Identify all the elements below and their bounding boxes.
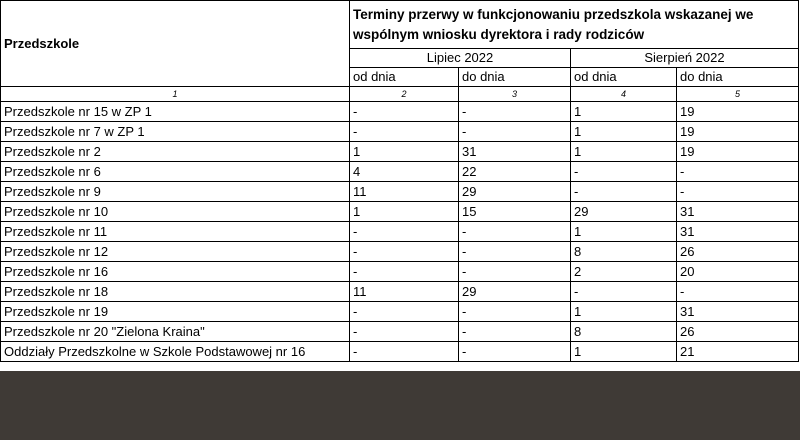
index-cell[interactable]: 5 [677, 87, 799, 102]
index-cell[interactable]: 3 [459, 87, 571, 102]
date-cell[interactable]: - [459, 302, 571, 322]
header-od-dnia[interactable]: od dnia [571, 68, 677, 87]
przedszkole-name-cell[interactable]: Przedszkole nr 18 [1, 282, 350, 302]
date-cell[interactable]: 26 [677, 242, 799, 262]
header-row [1, 1, 799, 49]
date-cell[interactable]: 19 [677, 122, 799, 142]
index-cell[interactable]: 4 [571, 87, 677, 102]
date-cell[interactable]: - [350, 302, 459, 322]
date-cell[interactable]: - [571, 162, 677, 182]
date-cell[interactable]: - [571, 282, 677, 302]
date-cell[interactable]: - [350, 122, 459, 142]
index-row [1, 87, 799, 102]
przedszkole-name-cell[interactable]: Przedszkole nr 11 [1, 222, 350, 242]
table-row [1, 262, 799, 282]
date-cell[interactable]: 20 [677, 262, 799, 282]
date-cell[interactable]: 8 [571, 322, 677, 342]
przedszkole-name-cell[interactable]: Przedszkole nr 12 [1, 242, 350, 262]
date-cell[interactable]: - [571, 182, 677, 202]
date-cell[interactable]: - [459, 342, 571, 362]
date-cell[interactable]: 2 [571, 262, 677, 282]
date-cell[interactable]: 31 [677, 302, 799, 322]
header-do-dnia[interactable]: do dnia [459, 68, 571, 87]
date-cell[interactable]: 29 [459, 182, 571, 202]
date-cell[interactable]: 1 [571, 142, 677, 162]
przedszkole-name-cell[interactable]: Przedszkole nr 9 [1, 182, 350, 202]
date-cell[interactable]: - [350, 262, 459, 282]
table-row [1, 222, 799, 242]
date-cell[interactable]: - [459, 102, 571, 122]
table-row [1, 182, 799, 202]
date-cell[interactable]: - [459, 322, 571, 342]
table-row [1, 142, 799, 162]
przedszkole-name-cell[interactable]: Przedszkole nr 16 [1, 262, 350, 282]
date-cell[interactable]: 31 [459, 142, 571, 162]
date-cell[interactable]: 11 [350, 182, 459, 202]
date-cell[interactable]: 19 [677, 102, 799, 122]
przedszkole-name-cell[interactable]: Przedszkole nr 19 [1, 302, 350, 322]
przedszkole-name-cell[interactable]: Przedszkole nr 2 [1, 142, 350, 162]
date-cell[interactable]: 8 [571, 242, 677, 262]
date-cell[interactable]: 1 [350, 202, 459, 222]
date-cell[interactable]: - [677, 182, 799, 202]
header-do-dnia[interactable]: do dnia [677, 68, 799, 87]
date-cell[interactable]: 1 [571, 122, 677, 142]
dark-footer-bar [0, 371, 800, 440]
date-cell[interactable]: 1 [571, 222, 677, 242]
date-cell[interactable]: 29 [571, 202, 677, 222]
header-od-dnia[interactable]: od dnia [350, 68, 459, 87]
date-cell[interactable]: 31 [677, 222, 799, 242]
date-cell[interactable]: - [677, 162, 799, 182]
date-cell[interactable]: - [459, 222, 571, 242]
table-row [1, 122, 799, 142]
date-cell[interactable]: 1 [571, 102, 677, 122]
date-cell[interactable]: 15 [459, 202, 571, 222]
date-cell[interactable]: 29 [459, 282, 571, 302]
przedszkole-name-cell[interactable]: Przedszkole nr 6 [1, 162, 350, 182]
date-cell[interactable]: - [459, 122, 571, 142]
date-cell[interactable]: - [677, 282, 799, 302]
date-cell[interactable]: 1 [571, 342, 677, 362]
date-cell[interactable]: 26 [677, 322, 799, 342]
date-cell[interactable]: - [350, 222, 459, 242]
header-title[interactable]: Terminy przerwy w funkcjonowaniu przedszkola wskazanej we wspólnym wniosku dyrektora i rady rodziców [350, 1, 799, 49]
header-przedszkole[interactable]: Przedszkole [1, 1, 350, 87]
table-row [1, 102, 799, 122]
table-row [1, 302, 799, 322]
header-month-august[interactable]: Sierpień 2022 [571, 49, 799, 68]
date-cell[interactable]: - [350, 242, 459, 262]
date-cell[interactable]: - [350, 322, 459, 342]
date-cell[interactable]: 21 [677, 342, 799, 362]
przedszkole-name-cell[interactable]: Przedszkole nr 20 "Zielona Kraina" [1, 322, 350, 342]
table-row [1, 282, 799, 302]
date-cell[interactable]: - [459, 242, 571, 262]
date-cell[interactable]: - [350, 342, 459, 362]
date-cell[interactable]: - [459, 262, 571, 282]
date-cell[interactable]: 31 [677, 202, 799, 222]
date-cell[interactable]: 19 [677, 142, 799, 162]
index-cell[interactable]: 2 [350, 87, 459, 102]
przedszkole-name-cell[interactable]: Przedszkole nr 7 w ZP 1 [1, 122, 350, 142]
przedszkole-name-cell[interactable]: Przedszkole nr 15 w ZP 1 [1, 102, 350, 122]
przedszkole-name-cell[interactable]: Oddziały Przedszkolne w Szkole Podstawowej nr 16 [1, 342, 350, 362]
table-row [1, 162, 799, 182]
header-month-july[interactable]: Lipiec 2022 [350, 49, 571, 68]
date-cell[interactable]: - [350, 102, 459, 122]
date-cell[interactable]: 1 [350, 142, 459, 162]
date-cell[interactable]: 22 [459, 162, 571, 182]
przedszkole-name-cell[interactable]: Przedszkole nr 10 [1, 202, 350, 222]
table-row [1, 202, 799, 222]
table-row [1, 242, 799, 262]
index-cell[interactable]: 1 [1, 87, 350, 102]
table-row [1, 342, 799, 362]
date-cell[interactable]: 11 [350, 282, 459, 302]
date-cell[interactable]: 4 [350, 162, 459, 182]
date-cell[interactable]: 1 [571, 302, 677, 322]
table-row [1, 322, 799, 342]
